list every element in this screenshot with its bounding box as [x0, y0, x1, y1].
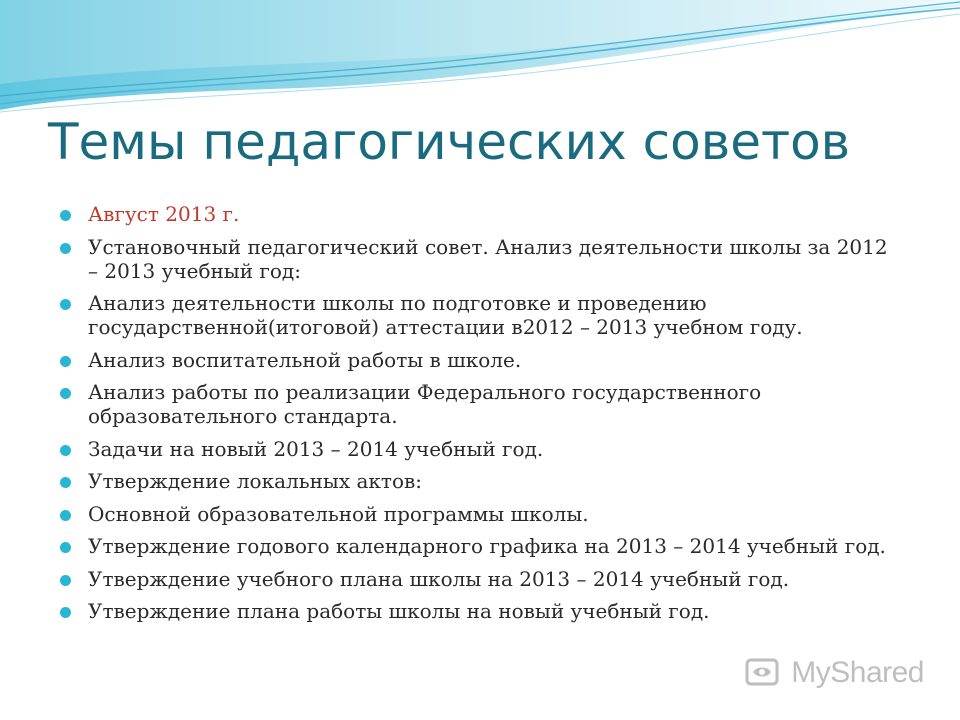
- bullet-dot-icon: [60, 542, 71, 553]
- list-item-text: Анализ деятельности школы по подготовке и проведению государственной(итоговой) аттестации в2012 – 2013 учебном году.: [88, 291, 803, 339]
- list-item: [58, 599, 898, 623]
- list-item: [58, 291, 898, 339]
- list-item: [58, 567, 898, 591]
- list-item: [58, 469, 898, 493]
- list-item: [58, 348, 898, 372]
- list-item-text: Утверждение годового календарного графика на 2013 – 2014 учебный год.: [88, 534, 886, 558]
- bullet-dot-icon: [60, 607, 71, 618]
- bullet-dot-icon: [60, 445, 71, 456]
- list-item: [58, 502, 898, 526]
- watermark: [745, 656, 924, 690]
- list-item: [58, 437, 898, 461]
- list-item-text: Анализ воспитательной работы в школе.: [88, 347, 522, 372]
- bullet-list: [58, 202, 898, 632]
- list-item: [58, 235, 898, 283]
- bullet-dot-icon: [60, 388, 71, 399]
- bullet-dot-icon: [60, 477, 71, 488]
- list-item: [58, 534, 898, 558]
- watermark-text: MyShared: [791, 656, 924, 689]
- list-item-text: Основной образовательной программы школы.: [88, 501, 589, 526]
- bullet-dot-icon: [60, 243, 71, 254]
- bullet-dot-icon: [60, 356, 71, 367]
- list-item-text: Установочный педагогический совет. Анализ деятельности школы за 2012 – 2013 учебный год:: [88, 234, 888, 283]
- list-item-text: Август 2013 г.: [88, 202, 240, 226]
- list-item-text: Задачи на новый 2013 – 2014 учебный год.: [88, 436, 544, 461]
- bullet-dot-icon: [60, 210, 71, 221]
- list-item-text: Анализ работы по реализации Федерального государственного образовательного стандарта.: [88, 380, 762, 428]
- list-item: [58, 380, 898, 428]
- eye-logo-icon: [745, 656, 785, 690]
- header-wave-decoration: [0, 0, 960, 130]
- list-item-text: Утверждение локальных актов:: [88, 469, 422, 493]
- slide-title: Темы педагогических советов: [48, 113, 851, 171]
- list-item-text: Утверждение плана работы школы на новый учебный год.: [88, 599, 710, 623]
- list-item: [58, 202, 898, 226]
- bullet-dot-icon: [60, 299, 71, 310]
- list-item-text: Утверждение учебного плана школы на 2013 – 2014 учебный год.: [88, 566, 790, 591]
- bullet-dot-icon: [60, 575, 71, 586]
- bullet-dot-icon: [60, 510, 71, 521]
